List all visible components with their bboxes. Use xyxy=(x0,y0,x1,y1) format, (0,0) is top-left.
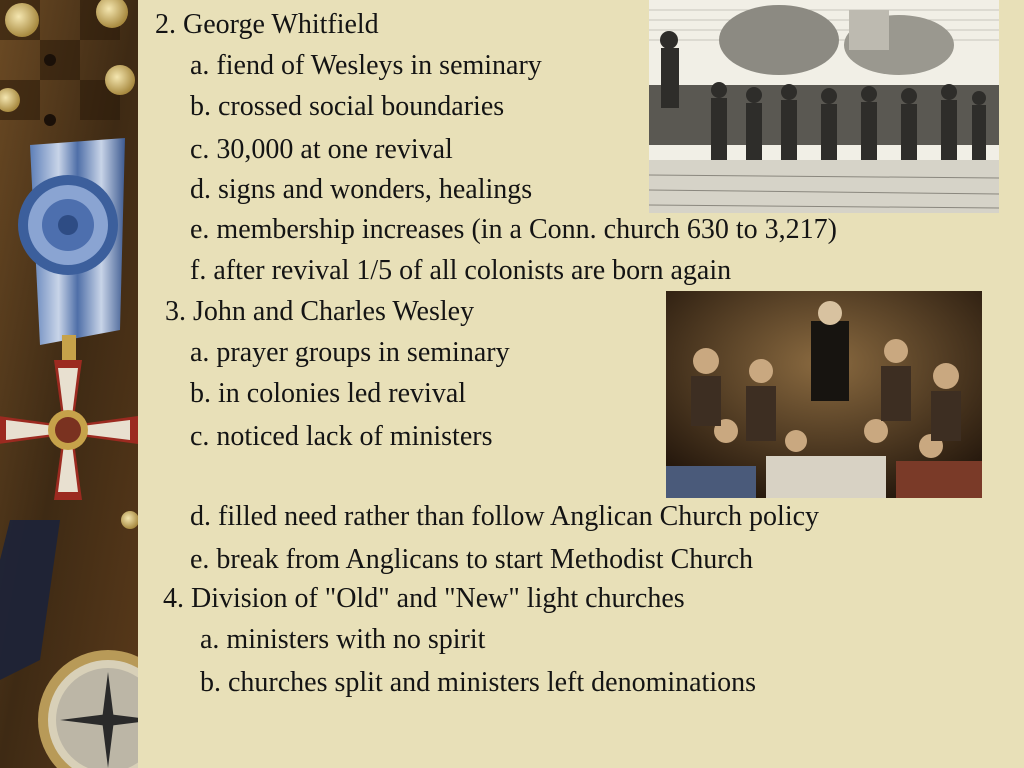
bullet-line: e. membership increases (in a Conn. church 630 to 3,217) xyxy=(190,214,837,245)
heading-old-new-light: 4. Division of "Old" and "New" light churches xyxy=(163,583,685,614)
bullet-line: b. churches split and ministers left denominations xyxy=(200,667,757,698)
bullet-line: c. noticed lack of ministers xyxy=(190,421,493,452)
heading-john-charles-wesley: 3. John and Charles Wesley xyxy=(165,296,475,327)
heading-george-whitfield: 2. George Whitfield xyxy=(155,9,379,40)
bullet-line: a. ministers with no spirit xyxy=(200,624,486,655)
bullet-line: a. fiend of Wesleys in seminary xyxy=(190,50,542,81)
bullet-line: b. in colonies led revival xyxy=(190,378,467,409)
bullet-line: d. signs and wonders, healings xyxy=(190,174,533,205)
bullet-line: e. break from Anglicans to start Methodist Church xyxy=(190,544,753,575)
bullet-line: c. 30,000 at one revival xyxy=(190,134,453,165)
bullet-line: d. filled need rather than follow Anglican Church policy xyxy=(190,501,820,532)
bullet-line: b. crossed social boundaries xyxy=(190,91,505,122)
bullet-line: a. prayer groups in seminary xyxy=(190,337,510,368)
bullet-line: f. after revival 1/5 of all colonists are born again xyxy=(190,255,732,286)
